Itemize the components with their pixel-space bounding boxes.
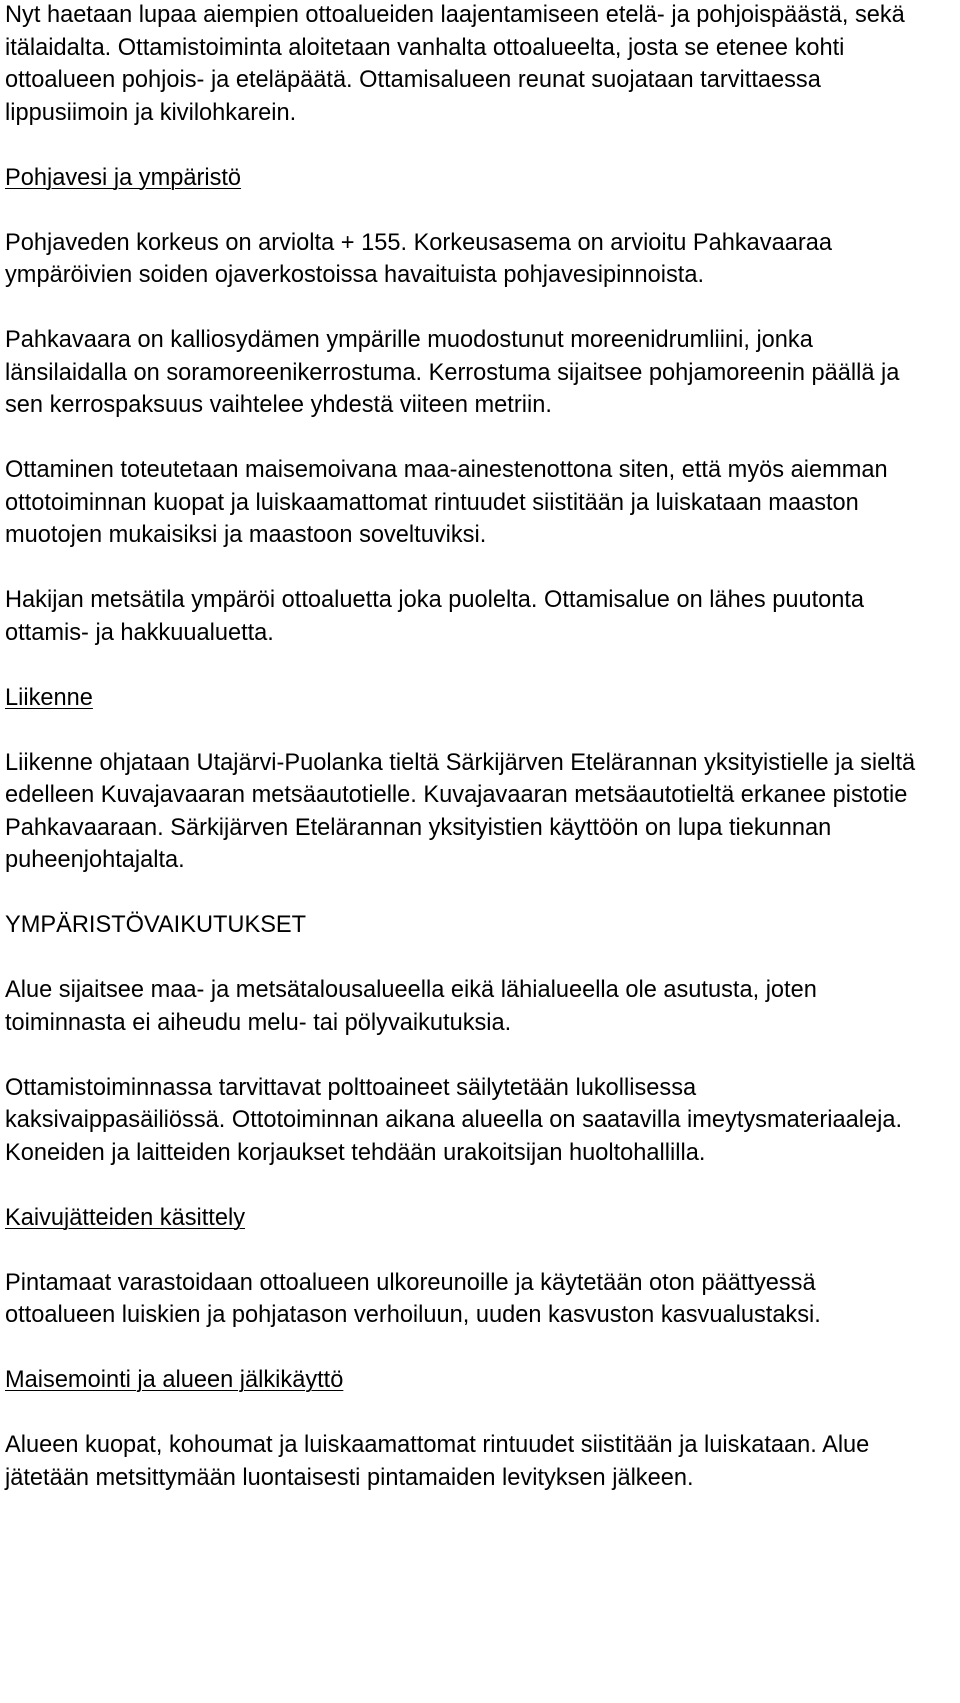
paragraph-drumlin: Pahkavaara on kalliosydämen ympärille muodostunut moreenidrumliini, jonka länsilaidalla on soramoreenikerrostuma. Kerrostuma sijaitsee pohjamoreenin päällä ja sen kerrospaksuus vaihtelee yhdestä viiteen metriin. — [5, 327, 900, 418]
paragraph-extraction-method: Ottaminen toteutetaan maisemoivana maa-ainestenottona siten, että myös aiemman ottotoiminnan kuopat ja luiskaamattomat rintuudet siistitään ja luiskataan maaston muotojen mukaisiksi ja maastoon soveltuviksi. — [5, 457, 888, 548]
heading-environmental-impacts: YMPÄRISTÖVAIKUTUKSET — [5, 912, 307, 938]
heading-landscaping: Maisemointi ja alueen jälkikäyttö — [5, 1367, 344, 1393]
paragraph-landscaping: Alueen kuopat, kohoumat ja luiskaamattomat rintuudet siistitään ja luiskataan. Alue jätetään metsittymään luontaisesti pintamaiden levityksen jälkeen. — [5, 1432, 870, 1491]
heading-excavation-waste: Kaivujätteiden käsittely — [5, 1204, 246, 1231]
paragraph-location-impacts: Alue sijaitsee maa- ja metsätalousalueella eikä lähialueella ole asutusta, joten toiminnasta ei aiheudu melu- tai pölyvaikutuksia. — [5, 977, 817, 1036]
paragraph-groundwater-level: Pohjaveden korkeus on arviolta + 155. Korkeusasema on arvioitu Pahkavaaraa ympäröivien soiden ojaverkostoissa havaituista pohjavesipinnoista. — [5, 229, 832, 288]
heading-groundwater: Pohjavesi ja ympäristö — [5, 164, 242, 191]
paragraph-traffic: Liikenne ohjataan Utajärvi-Puolanka tieltä Särkijärven Etelärannan yksityistielle ja sieltä edelleen Kuvajavaaran metsäautotielle. Kuvajavaaran metsäautotieltä erkanee pistotie Pahkavaaraan. Särkijärven Etelärannan yksityistien käyttöön on lupa tiekunnan puheenjohtajalta. — [5, 749, 916, 873]
paragraph-forest-estate: Hakijan metsätila ympäröi ottoaluetta joka puolelta. Ottamisalue on lähes puutonta ottamis- ja hakkuualuetta. — [5, 587, 865, 646]
paragraph-fuel-storage: Ottamistoiminnassa tarvittavat polttoaineet säilytetään lukollisessa kaksivaippasäiliössä. Ottotoiminnan aikana alueella on saatavilla imeytysmateriaaleja. Koneiden ja laitteiden korjaukset tehdään urakoitsijan huoltohallilla. — [5, 1074, 903, 1166]
paragraph-topsoil: Pintamaat varastoidaan ottoalueen ulkoreunoille ja käytetään oton päättyessä ottoalueen luiskien ja pohjatason verhoiluun, uuden kasvuston kasvualustaksi. — [5, 1269, 821, 1328]
heading-traffic: Liikenne — [5, 684, 93, 711]
paragraph-expansion: Nyt haetaan lupaa aiempien ottoalueiden laajentamiseen etelä- ja pohjoispäästä, sekä itälaidalta. Ottamistoiminta aloitetaan vanhalta ottoalueelta, josta se etenee kohti ottoalueen pohjois- ja eteläpäätä. Ottamisalueen reunat suojataan tarvittaessa lippusiimoin ja kivilohkarein. — [5, 2, 905, 126]
